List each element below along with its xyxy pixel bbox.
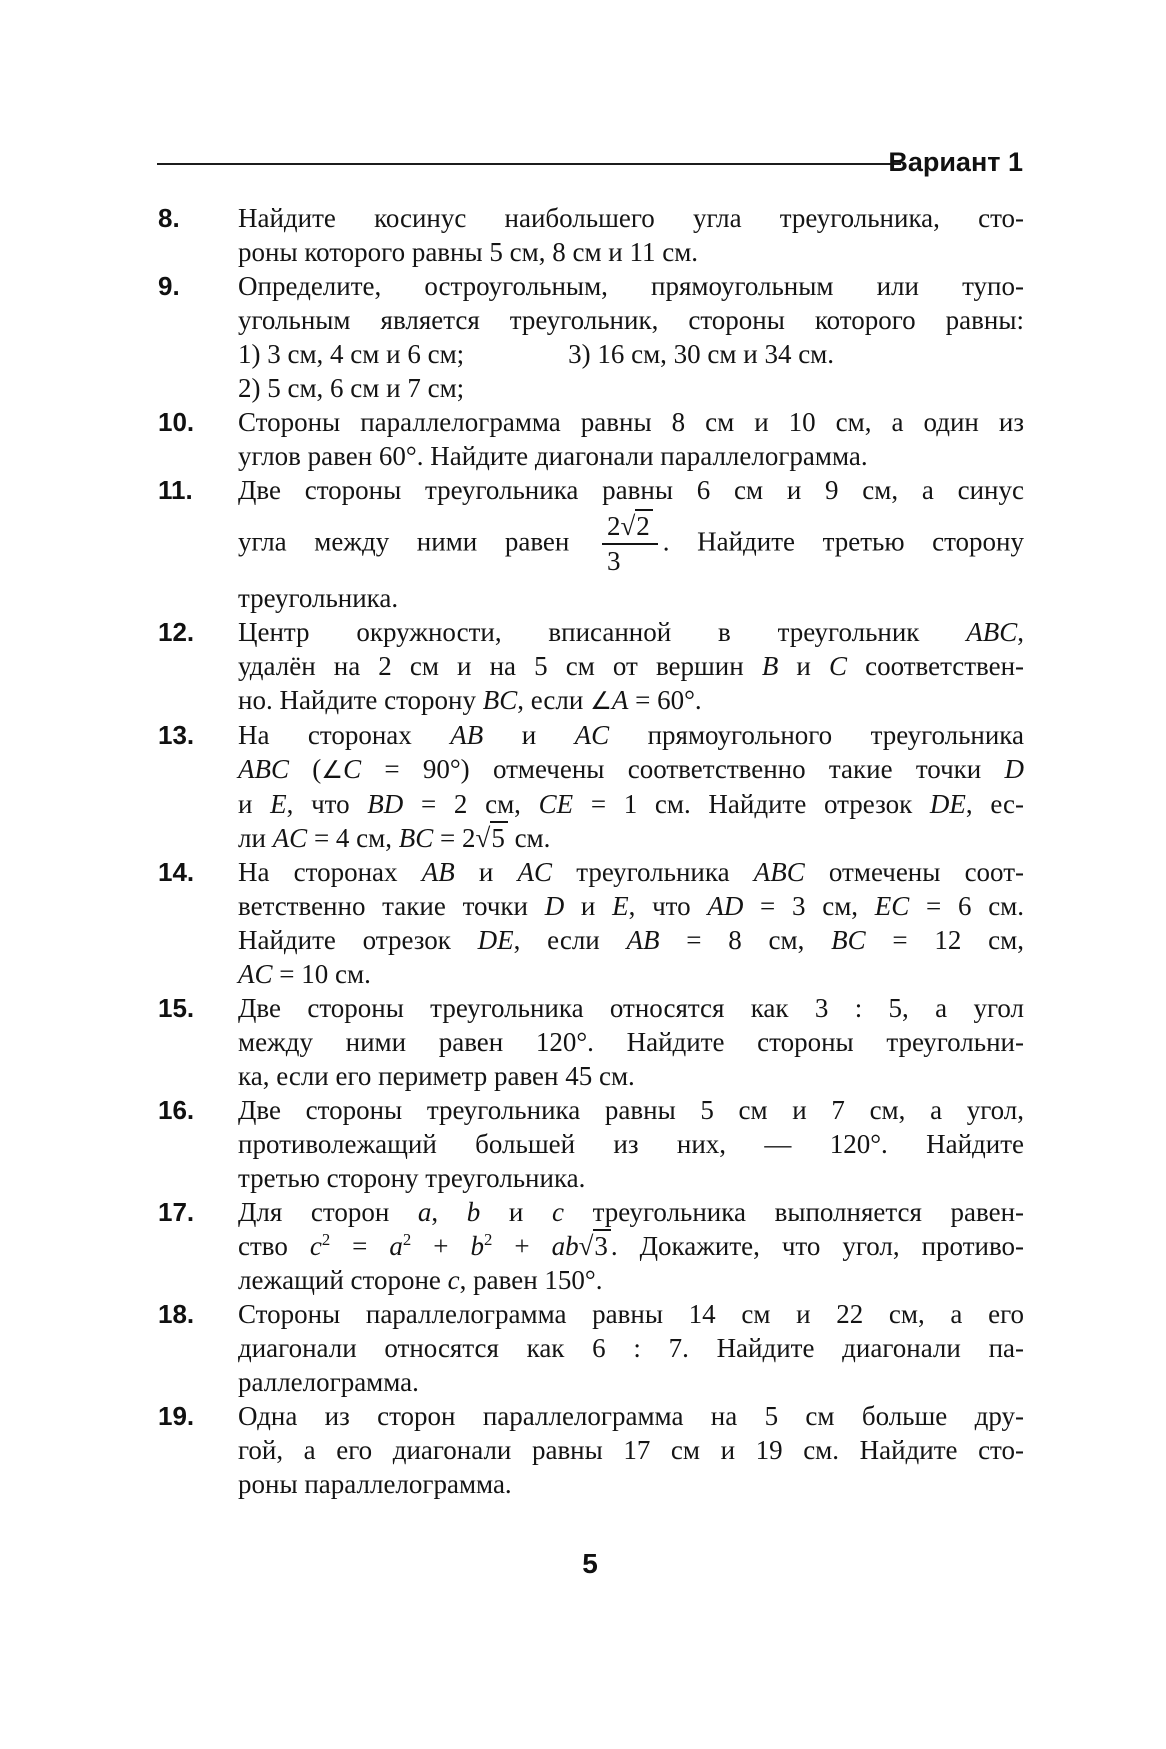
problem-text-line: ли AC = 4 см, BC = 2√5 см. xyxy=(238,823,551,854)
problem-text-line xyxy=(238,337,1024,371)
problem-text-line: Определите, остроугольным, прямоугольным или тупо- xyxy=(238,271,1024,301)
problem-number: 18. xyxy=(158,1299,195,1330)
problem-row xyxy=(158,269,1024,405)
problem-text-line: Стороны параллелограмма равны 8 см и 10 см, а один из xyxy=(238,407,1024,437)
problem-body xyxy=(238,855,1024,991)
problem-text-line: Одна из сторон параллелограмма на 5 см больше дру- xyxy=(238,1401,1024,1432)
problem-number: 16. xyxy=(158,1095,195,1126)
problem-body xyxy=(238,1195,1024,1297)
problem-text-line: Две стороны треугольника равны 6 см и 9 см, а синус xyxy=(238,475,1024,505)
problem-text-line: Для сторон a, b и c треугольника выполняется равен- xyxy=(238,1197,1025,1228)
problem-row xyxy=(158,201,1024,269)
problem-text-line: но. Найдите сторону BC, если ∠A = 60°. xyxy=(238,685,702,716)
problem-text-line: ка, если его периметр равен 45 см. xyxy=(238,1061,635,1092)
problem-text-line: Две стороны треугольника относятся как 3 : 5, а угол xyxy=(238,993,1024,1024)
problem-body xyxy=(238,718,1024,855)
problem-text-line: удалён на 2 см и на 5 см от вершин B и C соответствен- xyxy=(238,651,1025,682)
problem-number: 11. xyxy=(158,475,193,505)
problem-body xyxy=(238,405,1024,473)
problem-row xyxy=(158,1093,1024,1195)
problem-body xyxy=(238,615,1024,718)
problem-row xyxy=(158,718,1024,855)
problem-text-line: AC = 10 см. xyxy=(238,959,371,990)
problem-text-line: Центр окружности, вписанной в треугольник ABC, xyxy=(238,617,1024,648)
problem-number: 14. xyxy=(158,857,195,888)
problem-body xyxy=(238,269,1024,405)
problem-text-line: лежащий стороне c, равен 150°. xyxy=(238,1265,603,1296)
problem-number: 15. xyxy=(158,993,195,1024)
problem-number: 17. xyxy=(158,1197,195,1228)
problem-text-line: противолежащий большей из них, — 120°. Найдите xyxy=(238,1129,1024,1160)
problem-row xyxy=(158,855,1024,991)
problem-text-line: На сторонах AB и AC прямоугольного треугольника xyxy=(238,720,1025,751)
problem-text-line: роны параллелограмма. xyxy=(238,1469,512,1500)
problem-number: 10. xyxy=(158,407,195,437)
problem-row xyxy=(158,405,1024,473)
problem-text-line: На сторонах AB и AC треугольника ABC отмечены соот- xyxy=(238,857,1024,888)
problem-text-line: и E, что BD = 2 см, CE = 1 см. Найдите отрезок DE, ес- xyxy=(238,789,1024,820)
header-rule xyxy=(157,163,901,165)
problem-text-line: Найдите отрезок DE, если AB = 8 см, BC = 12 см, xyxy=(238,925,1025,956)
sub-item: 1) 3 см, 4 см и 6 см; xyxy=(238,339,465,369)
problem-text-line: гой, а его диагонали равны 17 см и 19 см. Найдите сто- xyxy=(238,1435,1024,1466)
problem-text-line: роны которого равны 5 см, 8 см и 11 см. xyxy=(238,237,699,267)
problem-text-line: ветственно такие точки D и E, что AD = 3 см, EC = 6 см. xyxy=(238,891,1025,922)
problem-body xyxy=(238,1093,1024,1195)
problem-row xyxy=(158,991,1024,1093)
problem-list xyxy=(158,201,1024,1501)
problem-text-line: ство $c^2 = a^2 + b^2 + ab√3$ . Докажите, что угол, противо- xyxy=(238,1230,1025,1262)
problem-body xyxy=(238,1399,1024,1501)
problem-text-line: Две стороны треугольника равны 5 см и 7 см, а угол, xyxy=(238,1095,1024,1126)
problem-row xyxy=(158,473,1024,615)
problem-text-line: третью сторону треугольника. xyxy=(238,1163,586,1194)
problem-body xyxy=(238,1297,1024,1399)
sub-item: 3) 16 см, 30 см и 34 см. xyxy=(568,339,835,369)
problem-text-line: ABC (∠C = 90°) отмечены соответственно такие точки D xyxy=(238,754,1024,785)
problem-text-line: треугольника. xyxy=(238,583,399,614)
problem-row xyxy=(158,1399,1024,1501)
page-number: 5 xyxy=(582,1548,598,1579)
problem-text-line: 2) 5 см, 6 см и 7 см; xyxy=(238,373,465,403)
problem-text-line: угла между ними равен $\frac{2√2}{3}$ . Найдите третью сторону xyxy=(238,511,1024,577)
problem-number: 19. xyxy=(158,1401,195,1432)
problem-number: 9. xyxy=(158,271,180,301)
variant-label: Вариант 1 xyxy=(888,147,1023,177)
problem-text-line: углов равен 60°. Найдите диагонали параллелограмма. xyxy=(238,441,868,471)
problem-body xyxy=(238,473,1024,615)
problem-row xyxy=(158,1195,1024,1297)
problem-number: 13. xyxy=(158,720,195,751)
problem-row xyxy=(158,615,1024,718)
problem-body xyxy=(238,201,1024,269)
problem-row xyxy=(158,1297,1024,1399)
problem-text-line: Стороны параллелограмма равны 14 см и 22 см, а его xyxy=(238,1299,1024,1330)
problem-text-line: между ними равен 120°. Найдите стороны треугольни- xyxy=(238,1027,1024,1058)
problem-number: 8. xyxy=(158,203,180,233)
problem-text-line: раллелограмма. xyxy=(238,1367,419,1398)
problem-text-line: Найдите косинус наибольшего угла треугольника, сто- xyxy=(238,203,1024,233)
problem-number: 12. xyxy=(158,617,195,648)
problem-body xyxy=(238,991,1024,1093)
problem-text-line: угольным является треугольник, стороны которого равны: xyxy=(238,305,1024,335)
problem-text-line: диагонали относятся как 6 : 7. Найдите диагонали па- xyxy=(238,1333,1024,1364)
